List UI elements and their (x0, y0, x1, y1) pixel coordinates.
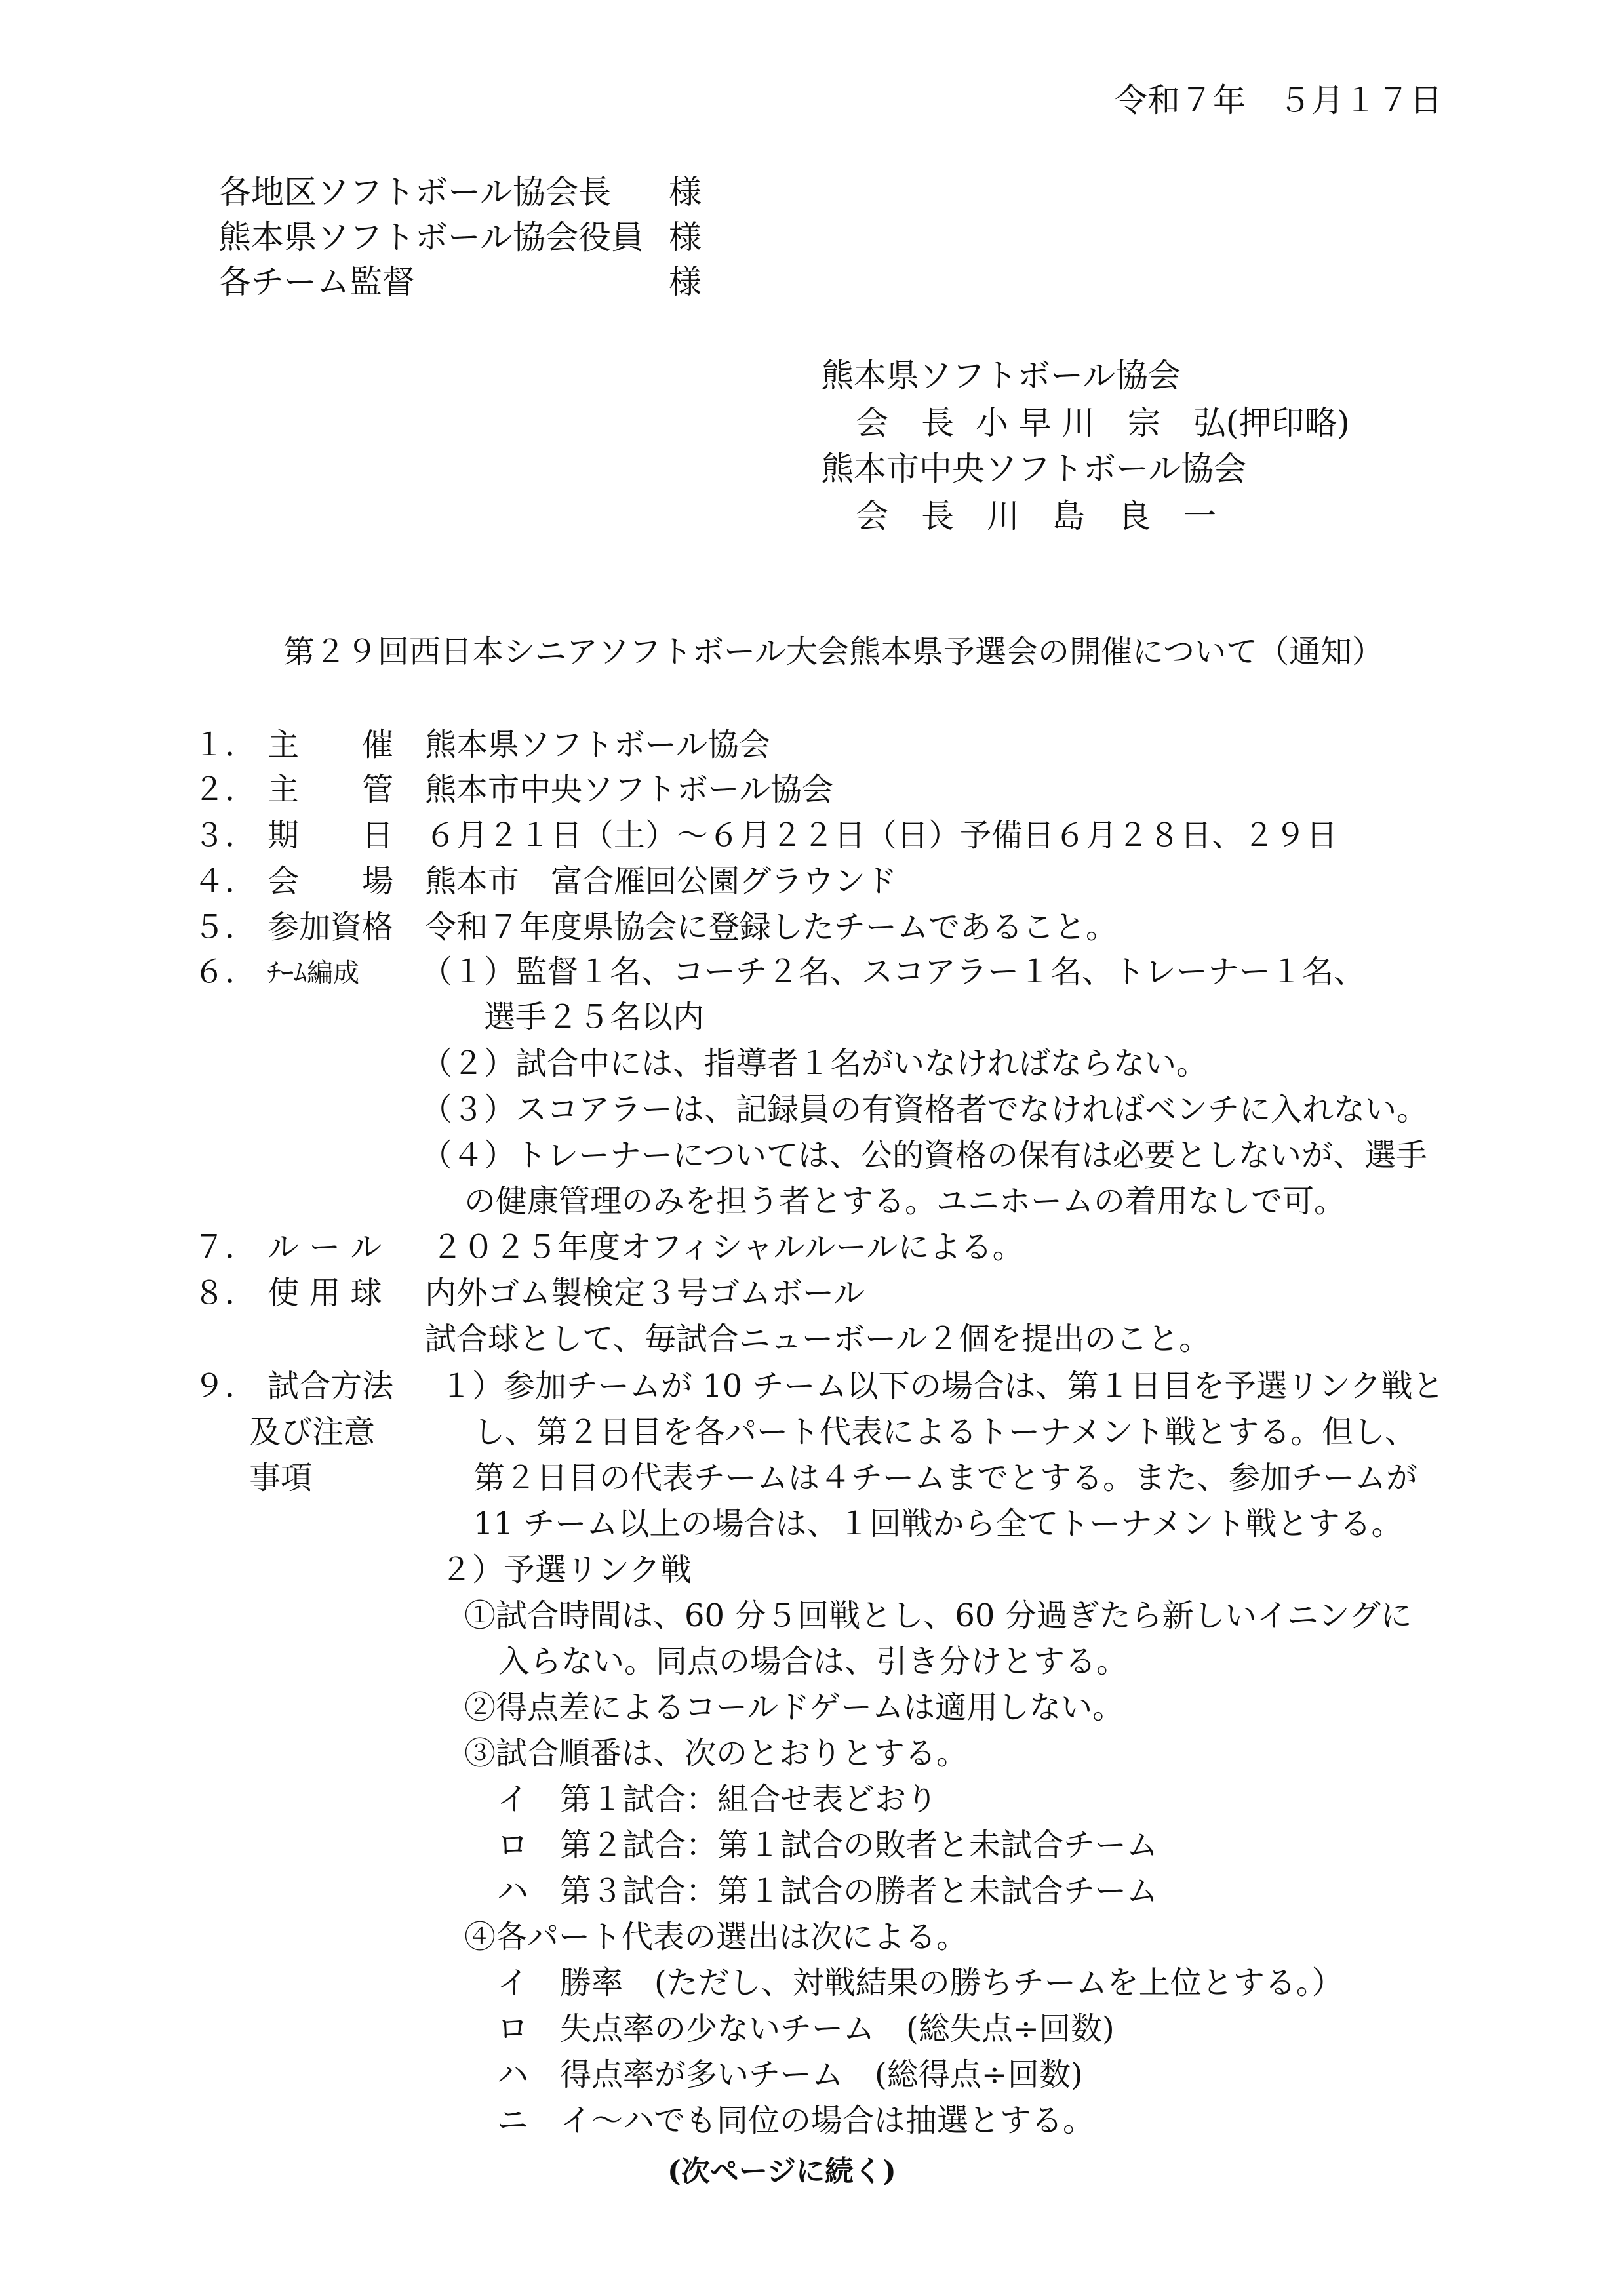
method-line: ハ 第３試合：第１試合の勝者と未試合チーム (497, 1873, 1159, 1909)
sender-2-org: 熊本市中央ソフトボール協会 (821, 450, 1246, 488)
item-number: １． (193, 727, 257, 763)
addressee-2-honorific: 様 (669, 218, 702, 256)
sender-1-person: 小 早 川 宗 弘(押印略) (976, 404, 1350, 442)
method-line: ニ イ～ハでも同位の場合は抽選とする。 (497, 2102, 1095, 2139)
item-value: 熊本県ソフトボール協会 (425, 727, 771, 763)
item-number: ３． (193, 817, 257, 854)
item-label: 使 用 球 (267, 1275, 382, 1311)
sender-1-role: 会 長 (856, 404, 954, 442)
item-number: ６． (193, 953, 257, 990)
item-number: ８． (193, 1275, 257, 1311)
item-value: 熊本市 富合雁回公園グラウンド (425, 863, 898, 900)
continued-note: (次ページに続く) (667, 2155, 896, 2188)
method-line: ③試合順番は、次のとおりとする。 (464, 1735, 968, 1772)
method-line: イ 第１試合：組合せ表どおり (497, 1781, 938, 1818)
item-label: ル ー ル (267, 1229, 382, 1266)
team-line: の健康管理のみを担う者とする。ユニホームの着用なしで可。 (464, 1183, 1346, 1220)
method-line: ２）予選リンク戦 (441, 1551, 692, 1588)
item-number: ２． (193, 771, 257, 808)
document-title: 第２９回西日本シニアソフトボール大会熊本県予選会の開催について（通知） (283, 633, 1384, 670)
item-label: 参加資格 (267, 909, 394, 946)
team-line: （３）スコアラーは、記録員の有資格者でなければベンチに入れない。 (421, 1091, 1429, 1128)
sender-2-person: 川 島 良 一 (987, 497, 1216, 535)
item-label: 主 管 (267, 771, 394, 808)
item-label: 主 催 (267, 727, 394, 763)
item-value: 熊本市中央ソフトボール協会 (425, 771, 834, 808)
item-value: 令和７年度県協会に登録したチームであること。 (425, 909, 1118, 946)
method-line: ロ 失点率の少ないチーム (総失点÷回数) (497, 2010, 1115, 2047)
item-label: 会 場 (267, 863, 394, 900)
addressee-3-honorific: 様 (669, 263, 702, 301)
method-line: イ 勝率 (ただし、対戦結果の勝ちチームを上位とする。） (497, 1965, 1343, 2001)
team-line: （４）トレーナーについては、公的資格の保有は必要としないが、選手 (421, 1137, 1428, 1174)
item-label: 期 日 (267, 817, 394, 854)
document-date: 令和７年 ５月１７日 (1115, 81, 1442, 119)
method-line: 入らない。同点の場合は、引き分けとする。 (498, 1643, 1128, 1680)
team-line: 選手２５名以内 (484, 999, 705, 1035)
item-number: ７． (193, 1229, 257, 1266)
item-number: ４． (193, 863, 257, 900)
method-line: ②得点差によるコールドゲームは適用しない。 (464, 1689, 1124, 1726)
method-label-line: 事項 (249, 1460, 313, 1496)
sender-1-org: 熊本県ソフトボール協会 (821, 357, 1181, 395)
method-line: ハ 得点率が多いチーム (総得点÷回数) (497, 2056, 1083, 2093)
method-line: し、第２日目を各パート代表によるトーナメント戦とする。但し、 (473, 1414, 1417, 1450)
item-value: 内外ゴム製検定３号ゴムボール (425, 1275, 865, 1311)
item-value: ２０２５年度オフィシャルルールによる。 (431, 1229, 1024, 1266)
method-line: ロ 第２試合：第１試合の敗者と未試合チーム (497, 1827, 1159, 1864)
addressee-3: 各チーム監督 (218, 263, 415, 301)
team-line: （２）試合中には、指導者１名がいなければならない。 (421, 1045, 1208, 1082)
method-line: ①試合時間は、60 分５回戦とし、60 分過ぎたら新しいイニングに (464, 1597, 1412, 1634)
addressee-1-honorific: 様 (669, 173, 702, 211)
method-line: 第２日目の代表チームは４チームまでとする。また、参加チームが (473, 1460, 1418, 1496)
method-line: １）参加チームが 10 チーム以下の場合は、第１日目を予選リンク戦と (441, 1368, 1444, 1405)
ball-line-2: 試合球として、毎試合ニューボール２個を提出のこと。 (425, 1321, 1211, 1357)
item-number: ５． (193, 909, 257, 946)
team-line: （１）監督１名、コーチ２名、スコアラー１名、トレーナー１名、 (421, 953, 1366, 990)
item-value: ６月２１日（土）～６月２２日（日）予備日６月２８日、２９日 (425, 817, 1338, 854)
item-number: ９． (193, 1368, 257, 1405)
sender-2-role: 会 長 (856, 497, 954, 535)
method-line: 11 チーム以上の場合は、１回戦から全てトーナメント戦とする。 (473, 1506, 1403, 1542)
item-label: ﾁｰﾑ編成 (267, 958, 359, 988)
method-line: ④各パート代表の選出は次による。 (464, 1919, 968, 1955)
addressee-1: 各地区ソフトボール協会長 (218, 173, 611, 211)
method-label-line: 及び注意 (249, 1414, 376, 1450)
addressee-2: 熊本県ソフトボール協会役員 (218, 218, 644, 256)
item-label: 試合方法 (267, 1368, 394, 1405)
